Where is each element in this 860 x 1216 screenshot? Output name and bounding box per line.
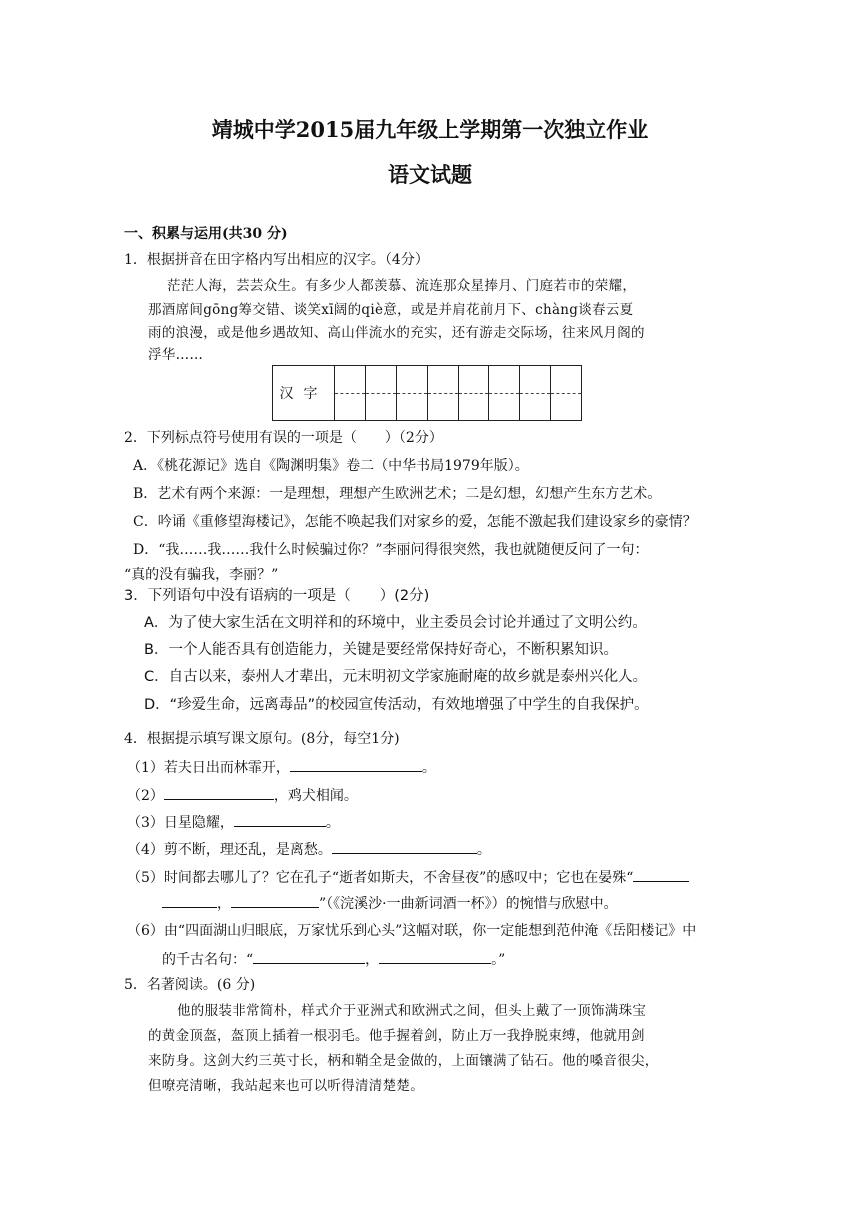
grid-cell[interactable] [397, 366, 428, 420]
q4-line-6a: （6）由“四面湖山归眼底，万家忧乐到心头”这幅对联，你一定能想到范仲淹《岳阳楼记》中 [127, 923, 697, 939]
answer-blank[interactable] [379, 948, 491, 964]
grid-cell[interactable] [366, 366, 397, 420]
answer-blank[interactable] [231, 892, 319, 908]
q2-stem: 2．下列标点符号使用有误的一项是（ ）（2分） [124, 430, 443, 446]
q4-line-6-text: 的千古名句：“ [162, 952, 254, 968]
grid-cell[interactable] [520, 366, 551, 420]
q4-comma: ， [217, 896, 231, 912]
q2-option: C．吟诵《重修望海楼记》，怎能不唤起我们对家乡的爱，怎能不激起我们建设家乡的豪情？ [133, 514, 697, 530]
character-grid [272, 365, 582, 421]
answer-blank[interactable] [234, 811, 326, 827]
q2-option: D．“我……我……我什么时候骗过你？”李丽问得很突然，我也就随便反问了一句： [133, 542, 649, 558]
grid-label: 汉字 [273, 366, 335, 420]
q1-passage-line: 茫茫人海，芸芸众生。有多少人都羡慕、流连那众星捧月、门庭若市的荣耀， [167, 278, 637, 294]
q5-passage-line: 来防身。这剑大约三英寸长，柄和鞘全是金做的，上面镶满了钻石。他的嗓音很尖， [148, 1053, 659, 1069]
q1-passage-line: 浮华…… [148, 347, 204, 363]
q4-line-3-text: （3）日星隐耀， [127, 815, 234, 831]
grid-cell[interactable] [428, 366, 459, 420]
q1-stem: 1．根据拼音在田字格内写出相应的汉字。（4分） [124, 252, 429, 268]
document-subtitle: 语文试题 [388, 162, 472, 187]
q4-line-4-text: （4）剪不断，理还乱，是离愁。 [127, 842, 332, 858]
grid-cell[interactable] [459, 366, 490, 420]
q1-passage-line: 那酒席间gōng筹交错、谈笑xī阔的qiè意，或是并肩花前月下、chàng谈春云夏 [148, 302, 634, 318]
q5-passage-line: 但嘹亮清晰，我站起来也可以听得清清楚楚。 [148, 1078, 424, 1094]
grid-cell[interactable] [335, 366, 366, 420]
q4-stem: 4．根据提示填写课文原句。(8分，每空1分) [124, 731, 400, 747]
document-title: 靖城中学2015届九年级上学期第一次独立作业 [211, 117, 649, 142]
q4-period: 。 [421, 760, 436, 776]
q4-end-quote: 。” [491, 952, 506, 968]
q4-line-5-end: ”（《浣溪沙·一曲新词酒一杯》）的惋惜与欣慰中。 [319, 896, 618, 912]
q4-line-5a [127, 866, 689, 888]
q2-option: A．《桃花源记》选自《陶渊明集》卷二（中华书局1979年版）。 [133, 458, 529, 474]
q4-line-3 [127, 811, 340, 833]
q1-passage-line: 雨的浪漫，或是他乡遇故知、高山伴流水的充实，还有游走交际场，往来风月阁的 [148, 325, 645, 341]
answer-blank[interactable] [162, 892, 217, 908]
q3-option: D．“珍爱生命，远离毒品”的校园宣传活动，有效地增强了中学生的自我保护。 [144, 697, 649, 713]
q4-line-1-text: （1）若夫日出而林霏开， [127, 760, 290, 776]
q3-option: B．一个人能否具有创造能力，关键是要经常保持好奇心，不断积累知识。 [144, 642, 618, 658]
q4-line-2 [127, 784, 358, 806]
q3-option: A．为了使大家生活在文明祥和的环境中，业主委员会讨论并通过了文明公约。 [144, 615, 647, 631]
answer-blank[interactable] [290, 756, 422, 772]
q4-line-6b [162, 948, 505, 970]
q4-period: 。 [476, 842, 491, 858]
answer-blank[interactable] [633, 866, 689, 882]
q4-line-5-text: （5）时间都去哪儿了？它在孔子“逝者如斯夫，不舍昼夜”的感叹中；它也在晏殊“ [127, 870, 634, 886]
q5-passage-line: 他的服装非常简朴，样式介于亚洲式和欧洲式之间，但头上戴了一顶饰满珠宝 [177, 1003, 647, 1019]
q4-line-2-prefix: （2） [127, 788, 164, 804]
answer-blank[interactable] [164, 784, 274, 800]
q2-option-continuation: “真的没有骗我，李丽？” [124, 567, 279, 583]
q4-line-5b [162, 892, 618, 914]
q3-option: C．自古以来，泰州人才辈出，元末明初文学家施耐庵的故乡就是泰州兴化人。 [144, 669, 648, 685]
q5-passage-line: 的黄金顶盔，盔顶上插着一根羽毛。他手握着剑，防止万一我挣脱束缚，他就用剑 [148, 1028, 645, 1044]
section-heading: 一、积累与运用(共30 分) [124, 226, 288, 242]
grid-cell[interactable] [489, 366, 520, 420]
grid-cell[interactable] [551, 366, 581, 420]
q2-option: B．艺术有两个来源：一是理想，理想产生欧洲艺术；二是幻想，幻想产生东方艺术。 [133, 486, 662, 502]
q5-stem: 5．名著阅读。(6 分) [124, 977, 256, 993]
answer-blank[interactable] [332, 838, 477, 854]
q4-comma: ， [365, 952, 380, 968]
q4-line-1 [127, 756, 436, 778]
q3-stem: 3．下列语句中没有语病的一项是（ ）(2分) [124, 588, 430, 604]
answer-blank[interactable] [253, 948, 365, 964]
q4-period: 。 [325, 815, 340, 831]
q4-line-4 [127, 838, 491, 860]
q4-line-2-text: ，鸡犬相闻。 [273, 788, 358, 804]
